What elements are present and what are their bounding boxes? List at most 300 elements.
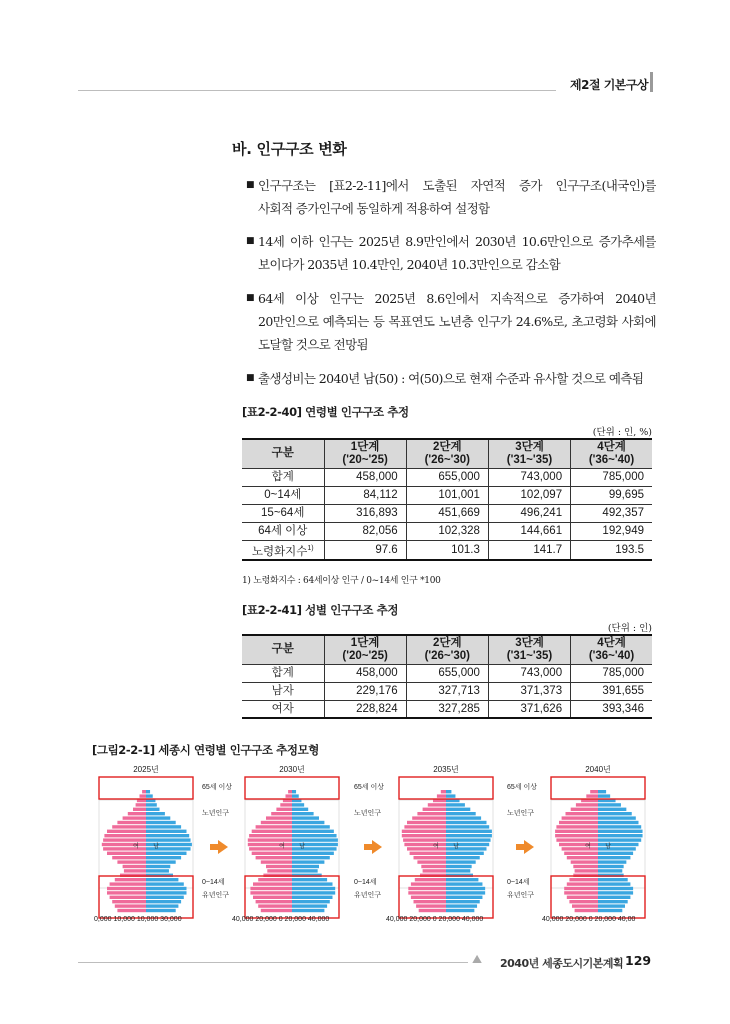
row-label: 0~14세 bbox=[242, 486, 324, 504]
male-bar bbox=[146, 896, 184, 899]
female-bar bbox=[117, 821, 146, 824]
bullet-square-icon: ■ bbox=[246, 373, 254, 383]
bullet-square-icon: ■ bbox=[246, 180, 254, 190]
bullet-square-icon: ■ bbox=[246, 293, 254, 303]
male-bar bbox=[292, 790, 296, 793]
table-cell: 492,357 bbox=[571, 504, 652, 522]
female-bar bbox=[256, 856, 292, 859]
female-label: 여 bbox=[279, 843, 285, 850]
female-bar bbox=[407, 821, 446, 824]
male-bar bbox=[598, 904, 625, 907]
table-cell: 371,626 bbox=[488, 700, 570, 718]
female-label: 여 bbox=[585, 843, 591, 850]
paragraph-line: 20만인으로 예측되는 등 목표연도 노년층 인구가 24.6%로, 초고령화 사회에 bbox=[258, 314, 656, 329]
female-bar bbox=[249, 834, 292, 837]
female-bar bbox=[567, 896, 598, 899]
male-bar bbox=[598, 852, 633, 855]
table-cell: 458,000 bbox=[324, 664, 406, 682]
male-bar bbox=[598, 847, 636, 850]
table-header-row bbox=[242, 439, 652, 468]
male-bar bbox=[292, 891, 335, 894]
male-bar bbox=[292, 896, 333, 899]
female-bar bbox=[250, 891, 292, 894]
page-number: 129 bbox=[625, 953, 652, 968]
female-bar bbox=[564, 852, 598, 855]
female-bar bbox=[556, 825, 598, 828]
table-cell: 99,695 bbox=[571, 486, 652, 504]
male-bar bbox=[146, 816, 170, 819]
table-cell: 82,056 bbox=[324, 522, 406, 540]
table-cell: 193.5 bbox=[571, 540, 652, 560]
female-bar bbox=[408, 887, 446, 890]
row-label: 합계 bbox=[242, 664, 324, 682]
male-bar bbox=[292, 825, 330, 828]
row-label: 15~64세 bbox=[242, 504, 324, 522]
male-label: 남 bbox=[299, 843, 305, 850]
male-bar bbox=[146, 830, 187, 833]
male-bar bbox=[598, 816, 636, 819]
male-bar bbox=[598, 803, 621, 806]
male-bar bbox=[446, 830, 492, 833]
male-bar bbox=[146, 821, 176, 824]
male-bar bbox=[146, 812, 165, 815]
female-bar bbox=[419, 909, 446, 912]
female-bar bbox=[142, 790, 146, 793]
male-bar bbox=[598, 896, 630, 899]
male-bar bbox=[292, 900, 330, 903]
city-logo-icon: ⛰ bbox=[472, 952, 483, 966]
female-bar bbox=[266, 865, 292, 868]
female-bar bbox=[414, 856, 447, 859]
female-bar bbox=[562, 847, 598, 850]
table-cell: 743,000 bbox=[488, 664, 570, 682]
figure-title: [그림2-2-1] 세종시 연령별 인구구조 추정모형 bbox=[92, 743, 320, 757]
male-bar bbox=[446, 904, 477, 907]
female-bar bbox=[407, 847, 446, 850]
male-label: 남 bbox=[605, 843, 611, 850]
female-bar bbox=[261, 821, 292, 824]
male-bar bbox=[292, 904, 327, 907]
male-bar bbox=[598, 812, 632, 815]
male-bar bbox=[598, 891, 633, 894]
male-bar bbox=[598, 878, 628, 881]
table-cell: 316,893 bbox=[324, 504, 406, 522]
male-bar bbox=[146, 882, 184, 885]
female-bar bbox=[280, 803, 292, 806]
female-bar bbox=[414, 900, 447, 903]
row-label: 합계 bbox=[242, 468, 324, 486]
table-unit: (단위 : 인) bbox=[607, 623, 652, 634]
male-bar bbox=[446, 816, 481, 819]
male-bar bbox=[292, 887, 335, 890]
table-column-header: 4단계 ('36~'40) bbox=[571, 635, 652, 664]
female-bar bbox=[128, 812, 146, 815]
female-bar bbox=[256, 825, 292, 828]
female-bar bbox=[103, 838, 146, 841]
male-bar bbox=[146, 887, 187, 890]
female-bar bbox=[102, 843, 146, 846]
male-bar bbox=[292, 834, 337, 837]
table-title: [표2-2-40] 연령별 인구구조 추정 bbox=[242, 405, 409, 419]
female-bar bbox=[123, 816, 146, 819]
table-column-header: 2단계 ('26~'30) bbox=[406, 635, 488, 664]
pyramid-axis-labels: 40,000 20,000 0 20,000 40,000 bbox=[386, 916, 484, 923]
female-bar bbox=[421, 865, 446, 868]
male-bar bbox=[446, 803, 465, 806]
female-bar bbox=[559, 821, 598, 824]
arrow-right-icon bbox=[372, 840, 382, 854]
male-bar bbox=[292, 838, 338, 841]
male-bar bbox=[446, 860, 476, 863]
header-accent-bar bbox=[650, 72, 653, 92]
female-bar bbox=[437, 794, 446, 797]
bullet-paragraph bbox=[246, 230, 656, 276]
male-bar bbox=[146, 869, 169, 872]
female-bar bbox=[417, 812, 446, 815]
female-bar bbox=[572, 904, 598, 907]
table-row bbox=[242, 682, 652, 700]
female-bar bbox=[123, 865, 146, 868]
female-bar bbox=[140, 794, 147, 797]
footer-divider bbox=[78, 962, 468, 963]
pyramid-axis-labels: 0,000 10,000 10,000 30,000 bbox=[94, 916, 182, 923]
arrow-right-icon bbox=[524, 840, 534, 854]
female-bar bbox=[261, 860, 292, 863]
male-bar bbox=[292, 882, 333, 885]
male-bar bbox=[292, 852, 334, 855]
male-bar bbox=[446, 909, 474, 912]
pyramid-year: 2035년 bbox=[433, 765, 459, 774]
table-cell: 141.7 bbox=[488, 540, 570, 560]
male-bar bbox=[146, 865, 170, 868]
female-bar bbox=[252, 852, 292, 855]
youth-label: 0~14세 유년인구 bbox=[507, 879, 535, 899]
male-bar bbox=[146, 794, 153, 797]
paragraph-line: 14세 이하 인구는 2025년 8.9만인에서 2030년 10.6만인으로 증가추세를 bbox=[258, 234, 656, 249]
female-bar bbox=[276, 808, 292, 811]
table-footnote: 1) 노령화지수 : 64세이상 인구 / 0~14세 인구 *100 bbox=[242, 576, 441, 586]
table-title: [표2-2-41] 성별 인구구조 추정 bbox=[242, 603, 399, 617]
female-bar bbox=[411, 896, 446, 899]
male-bar bbox=[292, 803, 304, 806]
female-bar bbox=[566, 812, 599, 815]
bullet-paragraph bbox=[246, 367, 656, 390]
bullet-paragraph bbox=[246, 174, 656, 220]
female-bar bbox=[110, 896, 146, 899]
male-bar bbox=[446, 891, 485, 894]
table-unit: (단위 : 인, %) bbox=[592, 427, 652, 438]
female-bar bbox=[404, 843, 446, 846]
age-structure-table bbox=[242, 438, 652, 561]
female-bar bbox=[115, 878, 146, 881]
female-bar bbox=[250, 887, 292, 890]
row-label: 노령화지수$^{1)}$ bbox=[242, 540, 324, 560]
row-label: 남자 bbox=[242, 682, 324, 700]
female-bar bbox=[112, 856, 146, 859]
table-cell: 192,949 bbox=[571, 522, 652, 540]
elderly-label: 65세 이상 노년인구 bbox=[354, 784, 385, 817]
male-bar bbox=[598, 794, 610, 797]
female-bar bbox=[575, 869, 598, 872]
male-bar bbox=[598, 869, 622, 872]
female-bar bbox=[586, 794, 598, 797]
female-bar bbox=[266, 816, 292, 819]
female-bar bbox=[402, 834, 446, 837]
paragraph-line: 출생성비는 2040년 남(50) : 여(50)으로 현재 수준과 유사할 것으로 예측됨 bbox=[258, 371, 644, 386]
female-bar bbox=[562, 816, 598, 819]
female-bar bbox=[253, 896, 292, 899]
female-bar bbox=[253, 882, 292, 885]
female-bar bbox=[117, 909, 146, 912]
female-bar bbox=[417, 860, 446, 863]
table-row bbox=[242, 468, 652, 486]
male-bar bbox=[146, 878, 178, 881]
male-bar bbox=[446, 865, 472, 868]
sex-structure-table bbox=[242, 634, 652, 719]
male-bar bbox=[446, 896, 482, 899]
elderly-label: 65세 이상 노년인구 bbox=[202, 784, 233, 817]
male-bar bbox=[598, 821, 639, 824]
female-bar bbox=[571, 808, 598, 811]
pyramid-year: 2040년 bbox=[585, 765, 611, 774]
table-cell: 655,000 bbox=[406, 664, 488, 682]
male-bar bbox=[446, 900, 480, 903]
male-bar bbox=[292, 878, 327, 881]
male-bar bbox=[446, 878, 478, 881]
female-bar bbox=[567, 856, 598, 859]
female-bar bbox=[411, 882, 446, 885]
male-bar bbox=[598, 865, 624, 868]
female-bar bbox=[252, 830, 292, 833]
male-bar bbox=[146, 825, 181, 828]
male-bar bbox=[292, 794, 299, 797]
female-bar bbox=[441, 790, 446, 793]
female-bar bbox=[256, 900, 292, 903]
female-bar bbox=[569, 900, 598, 903]
paragraph-line: 보이다가 2035년 10.4만인, 2040년 10.3만인으로 감소함 bbox=[258, 257, 561, 272]
male-bar bbox=[446, 852, 484, 855]
male-bar bbox=[446, 808, 470, 811]
pyramid-chart bbox=[244, 776, 340, 924]
arrow-right-icon bbox=[218, 840, 228, 854]
pyramid-chart bbox=[398, 776, 494, 924]
male-bar bbox=[146, 803, 157, 806]
bullet-paragraph bbox=[246, 287, 656, 356]
table-column-header: 3단계 ('31~'35) bbox=[488, 635, 570, 664]
table-row bbox=[242, 700, 652, 718]
row-label: 64세 이상 bbox=[242, 522, 324, 540]
female-bar bbox=[107, 852, 146, 855]
table-header-row bbox=[242, 635, 652, 664]
male-bar bbox=[446, 838, 491, 841]
female-bar bbox=[408, 891, 446, 894]
male-bar bbox=[446, 882, 482, 885]
female-bar bbox=[107, 891, 146, 894]
male-bar bbox=[146, 838, 191, 841]
male-bar bbox=[146, 790, 150, 793]
female-bar bbox=[261, 909, 292, 912]
male-bar bbox=[292, 860, 324, 863]
male-label: 남 bbox=[153, 843, 159, 850]
male-bar bbox=[598, 856, 630, 859]
table-cell: 102,328 bbox=[406, 522, 488, 540]
chapter-label: 제2절 기본구상 bbox=[570, 78, 649, 92]
female-bar bbox=[115, 904, 146, 907]
table-cell: 327,285 bbox=[406, 700, 488, 718]
table-cell: 101.3 bbox=[406, 540, 488, 560]
table-cell: 371,373 bbox=[488, 682, 570, 700]
table-cell: 228,824 bbox=[324, 700, 406, 718]
pyramid-axis-labels: 40,000 20,000 0 20,000 40,00 bbox=[542, 916, 636, 923]
male-bar bbox=[598, 830, 643, 833]
table-cell: 144,661 bbox=[488, 522, 570, 540]
table-cell: 229,176 bbox=[324, 682, 406, 700]
male-bar bbox=[446, 834, 492, 837]
table-cell: 391,655 bbox=[571, 682, 652, 700]
male-bar bbox=[598, 790, 606, 793]
table-cell: 393,346 bbox=[571, 700, 652, 718]
female-bar bbox=[555, 834, 598, 837]
female-bar bbox=[415, 878, 446, 881]
table-column-header: 3단계 ('31~'35) bbox=[488, 439, 570, 468]
header-divider bbox=[78, 90, 556, 91]
male-bar bbox=[292, 869, 318, 872]
female-bar bbox=[404, 825, 446, 828]
female-bar bbox=[590, 790, 598, 793]
male-bar bbox=[446, 847, 487, 850]
male-bar bbox=[292, 865, 319, 868]
female-bar bbox=[569, 878, 598, 881]
male-bar bbox=[446, 812, 476, 815]
male-bar bbox=[446, 856, 480, 859]
male-bar bbox=[598, 838, 641, 841]
male-bar bbox=[446, 887, 485, 890]
table-row bbox=[242, 486, 652, 504]
female-bar bbox=[112, 900, 146, 903]
table-column-header: 2단계 ('26~'30) bbox=[406, 439, 488, 468]
female-bar bbox=[248, 843, 292, 846]
male-bar bbox=[598, 882, 630, 885]
female-bar bbox=[110, 882, 146, 885]
female-bar bbox=[267, 869, 292, 872]
female-bar bbox=[402, 830, 446, 833]
bullet-square-icon: ■ bbox=[246, 236, 254, 246]
male-bar bbox=[446, 825, 489, 828]
male-label: 남 bbox=[453, 843, 459, 850]
female-bar bbox=[112, 825, 146, 828]
female-bar bbox=[555, 830, 598, 833]
male-bar bbox=[146, 852, 187, 855]
male-bar bbox=[146, 834, 189, 837]
female-bar bbox=[423, 808, 446, 811]
row-label: 여자 bbox=[242, 700, 324, 718]
table-cell: 785,000 bbox=[571, 664, 652, 682]
female-bar bbox=[567, 882, 598, 885]
male-bar bbox=[446, 869, 470, 872]
male-bar bbox=[598, 825, 641, 828]
male-bar bbox=[292, 830, 334, 833]
female-bar bbox=[104, 834, 146, 837]
male-bar bbox=[146, 900, 181, 903]
paragraph-line: 사회적 증가인구에 동일하게 적용하여 설정함 bbox=[258, 201, 490, 216]
table-corner-header: 구분 bbox=[242, 635, 324, 664]
table-row bbox=[242, 522, 652, 540]
table-cell: 655,000 bbox=[406, 468, 488, 486]
paragraph-line: 도달할 것으로 전망됨 bbox=[258, 337, 369, 352]
table-cell: 785,000 bbox=[571, 468, 652, 486]
male-bar bbox=[598, 900, 628, 903]
female-bar bbox=[423, 869, 446, 872]
female-bar bbox=[258, 904, 292, 907]
male-bar bbox=[146, 904, 178, 907]
male-bar bbox=[598, 843, 639, 846]
pyramid-year: 2025년 bbox=[133, 765, 159, 774]
table-cell: 743,000 bbox=[488, 468, 570, 486]
female-bar bbox=[564, 891, 598, 894]
male-bar bbox=[146, 891, 187, 894]
male-bar bbox=[292, 812, 314, 815]
female-bar bbox=[107, 830, 146, 833]
female-bar bbox=[559, 843, 598, 846]
female-bar bbox=[575, 909, 598, 912]
female-bar bbox=[107, 887, 146, 890]
female-bar bbox=[410, 852, 446, 855]
pyramid-chart bbox=[98, 776, 194, 924]
male-bar bbox=[598, 860, 626, 863]
male-bar bbox=[598, 887, 633, 890]
footer-title: 2040년 세종도시기본계획 bbox=[500, 957, 624, 970]
female-bar bbox=[564, 887, 598, 890]
table-cell: 327,713 bbox=[406, 682, 488, 700]
table-row bbox=[242, 504, 652, 522]
youth-label: 0~14세 유년인구 bbox=[354, 879, 382, 899]
table-column-header: 1단계 ('20~'25) bbox=[324, 439, 406, 468]
female-bar bbox=[117, 860, 146, 863]
male-bar bbox=[292, 856, 330, 859]
female-bar bbox=[403, 838, 446, 841]
female-bar bbox=[271, 812, 292, 815]
male-bar bbox=[292, 816, 319, 819]
table-cell: 451,669 bbox=[406, 504, 488, 522]
female-bar bbox=[573, 865, 598, 868]
male-bar bbox=[446, 790, 451, 793]
table-column-header: 4단계 ('36~'40) bbox=[571, 439, 652, 468]
male-bar bbox=[146, 909, 176, 912]
section-title: 바. 인구구조 변화 bbox=[232, 140, 347, 158]
male-bar bbox=[598, 808, 626, 811]
pyramid-axis-labels: 40,000 20,000 0 20,000 40,000 bbox=[232, 916, 330, 923]
female-bar bbox=[288, 790, 292, 793]
male-bar bbox=[146, 856, 181, 859]
elderly-label: 65세 이상 노년인구 bbox=[507, 784, 538, 817]
female-bar bbox=[556, 838, 598, 841]
female-bar bbox=[576, 803, 598, 806]
table-cell: 496,241 bbox=[488, 504, 570, 522]
table-cell: 97.6 bbox=[324, 540, 406, 560]
female-bar bbox=[258, 878, 292, 881]
pyramid-chart bbox=[550, 776, 646, 924]
female-label: 여 bbox=[433, 843, 439, 850]
paragraph-line: 64세 이상 인구는 2025년 8.6인에서 지속적으로 증가하여 2040년 bbox=[258, 291, 656, 306]
male-bar bbox=[598, 909, 622, 912]
female-bar bbox=[248, 838, 292, 841]
table-cell: 84,112 bbox=[324, 486, 406, 504]
female-label: 여 bbox=[133, 843, 139, 850]
youth-label: 0~14세 유년인구 bbox=[202, 879, 230, 899]
female-bar bbox=[416, 904, 446, 907]
table-cell: 102,097 bbox=[488, 486, 570, 504]
table-corner-header: 구분 bbox=[242, 439, 324, 468]
